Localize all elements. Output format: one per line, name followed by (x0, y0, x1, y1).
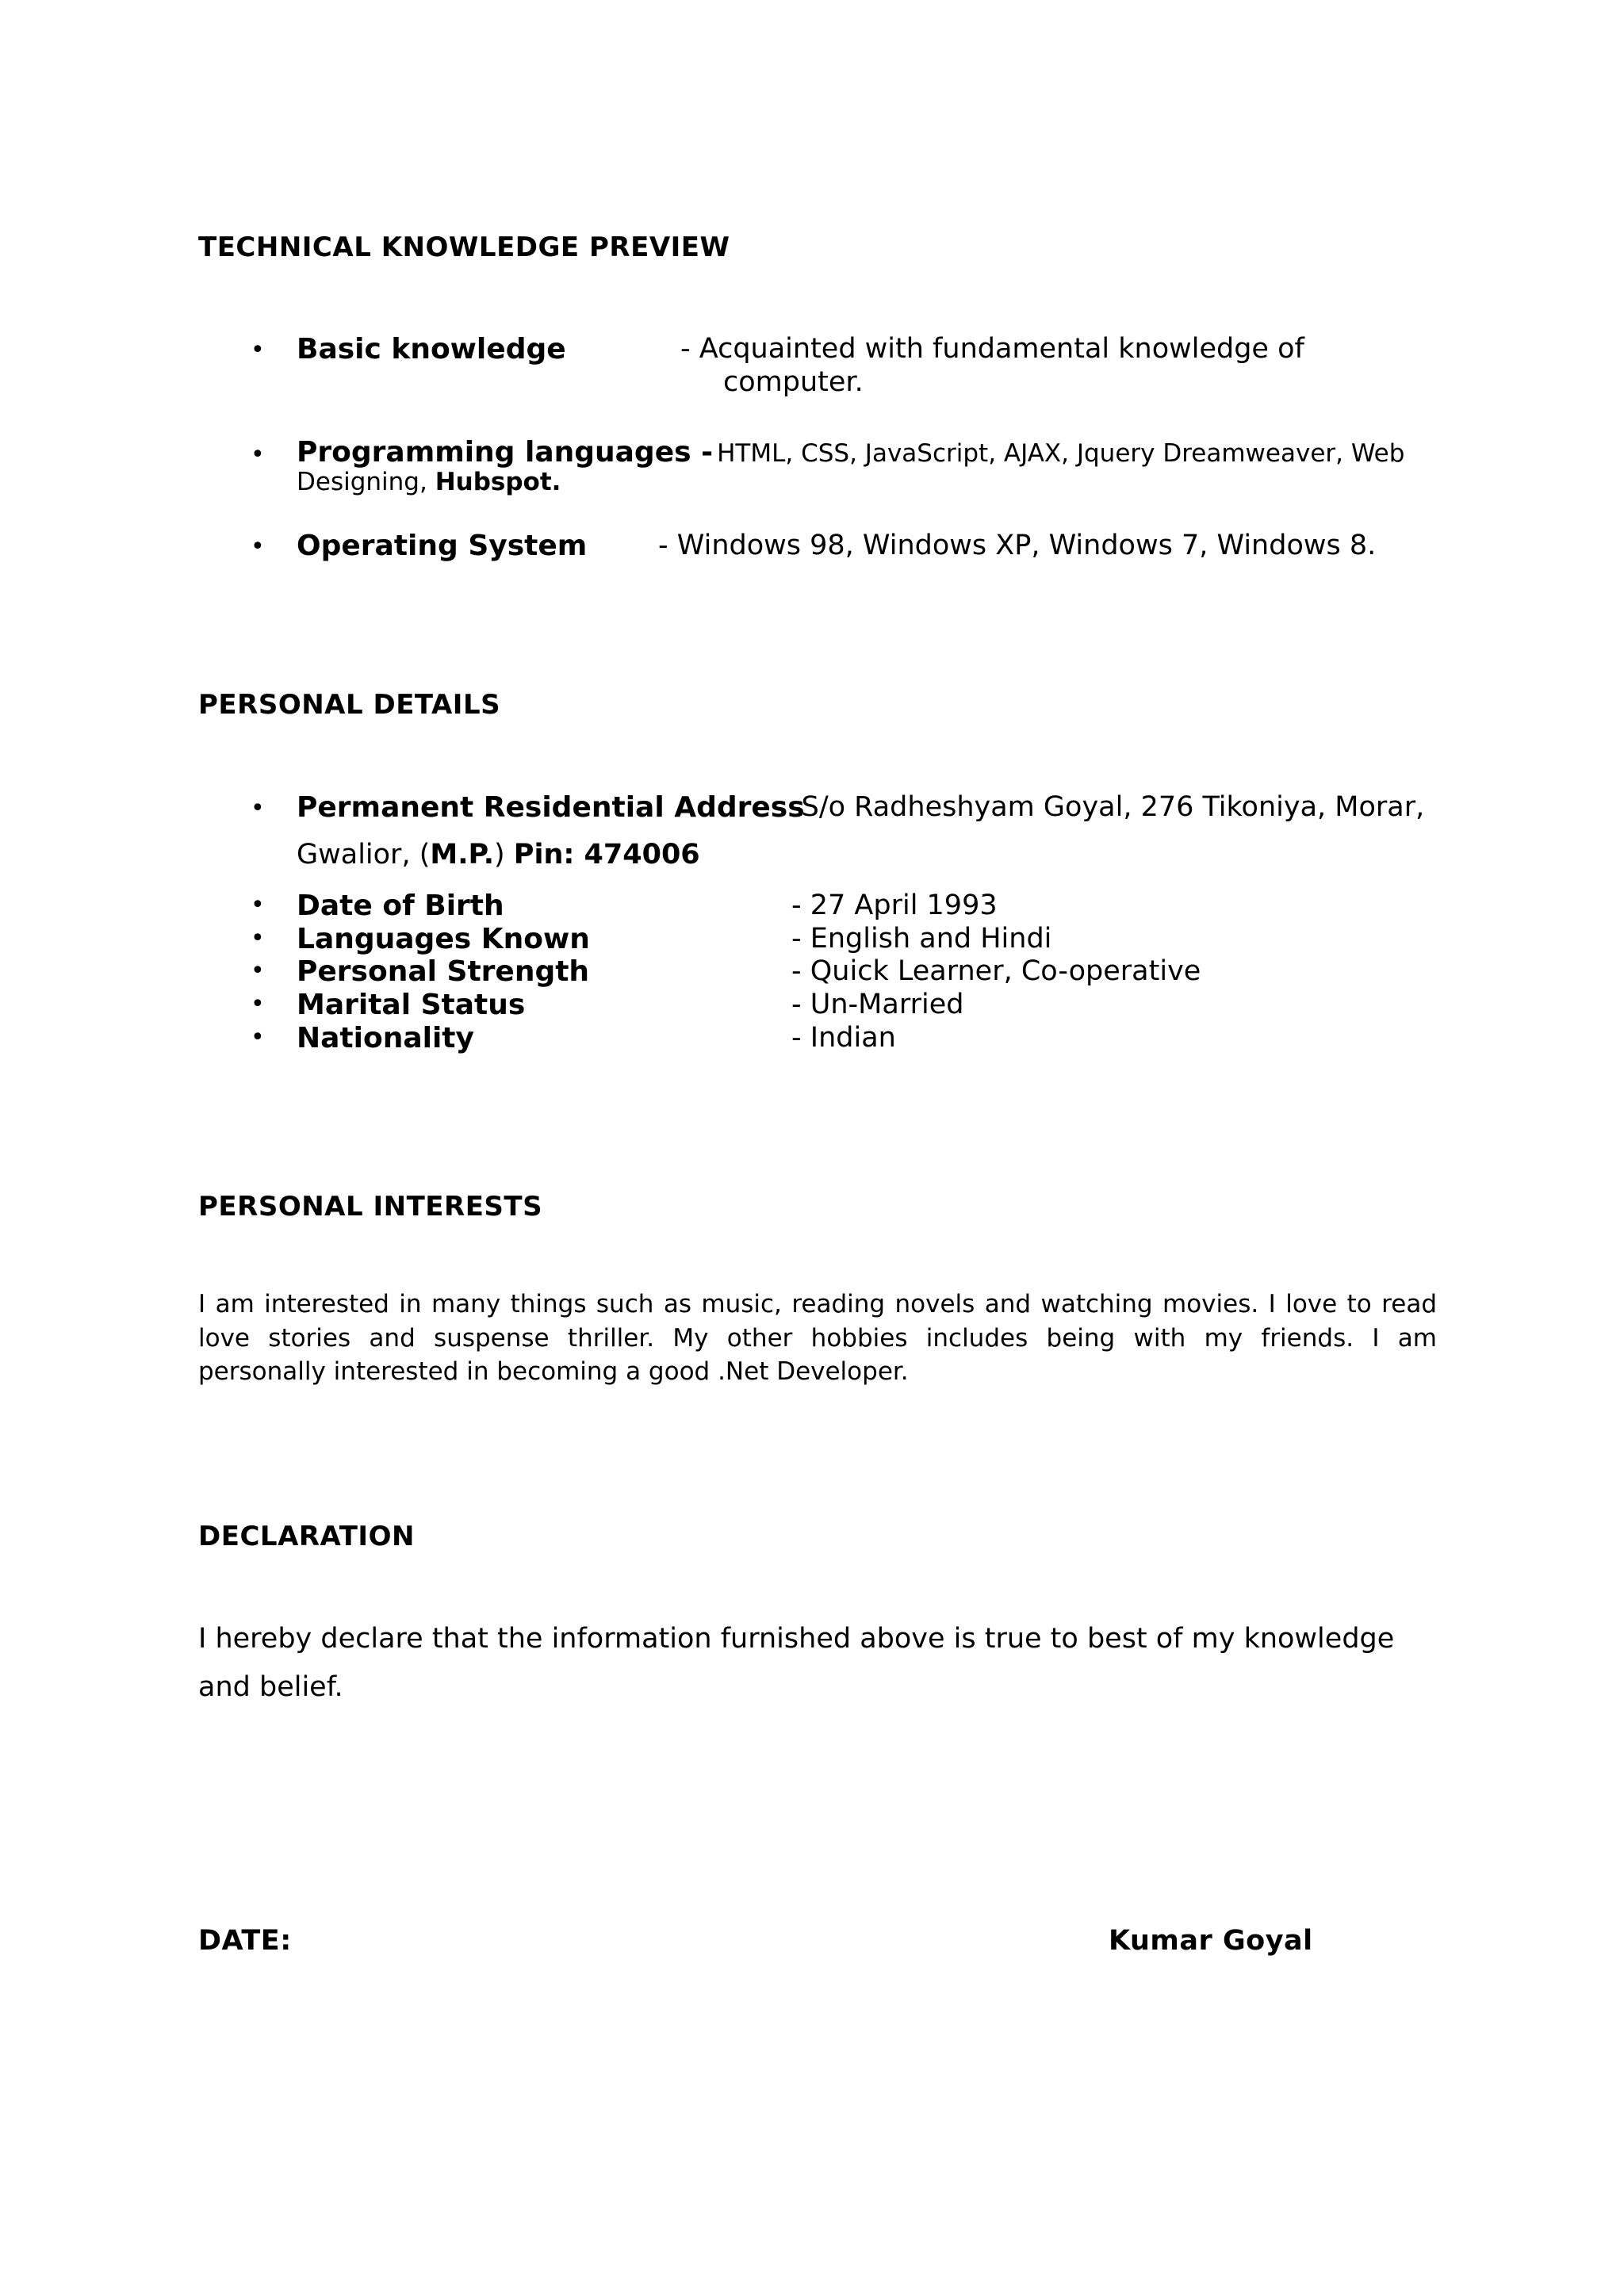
address-pin: Pin: 474006 (513, 839, 700, 871)
interests-heading: PERSONAL INTERESTS (198, 1191, 543, 1223)
date-label: DATE: (198, 1925, 292, 1957)
operating-system-label: Operating System (297, 530, 588, 562)
address-value: -S/o Radheshyam Goyal, 276 Tikoniya, Morar, (791, 791, 1425, 823)
programming-languages-label: Programming languages - (297, 436, 714, 469)
detail-row-strength (0, 955, 1624, 989)
interests-line1: I am interested in many things such as music, reading novels and watching movies. I love to read (198, 1290, 1437, 1318)
declaration-line1: I hereby declare that the information furnished above is true to best of my knowledge (198, 1623, 1395, 1655)
basic-knowledge-label: Basic knowledge (297, 333, 566, 365)
detail-row-dob (0, 890, 1624, 923)
marital-label: Marital Status (297, 989, 526, 1021)
bullet: • (251, 957, 265, 985)
programming-languages-line (297, 436, 1404, 469)
detail-row-marital (0, 989, 1624, 1022)
interests-line3: personally interested in becoming a good .Net Developer. (198, 1357, 909, 1386)
programming-languages-line2 (297, 468, 561, 496)
address-paren: ) (494, 839, 514, 871)
bullet: • (251, 924, 265, 952)
address-label: Permanent Residential Address (297, 791, 805, 824)
bullet: • (251, 1024, 265, 1051)
bullet: • (251, 441, 265, 469)
dob-label: Date of Birth (297, 890, 504, 922)
bullet: • (251, 990, 265, 1018)
personal-details-heading: PERSONAL DETAILS (198, 689, 501, 721)
bullet: • (251, 891, 265, 919)
bullet: • (251, 336, 265, 364)
languages-label: Languages Known (297, 923, 590, 955)
programming-languages-value: HTML, CSS, JavaScript, AJAX, Jquery Dreamweaver, Web (717, 439, 1405, 468)
interests-line2: love stories and suspense thriller. My other hobbies includes being with my friends. I am (198, 1324, 1437, 1353)
address-line2 (297, 839, 700, 871)
address-state: M.P. (430, 839, 495, 871)
dob-value: - 27 April 1993 (791, 890, 998, 921)
bullet: • (251, 533, 265, 561)
programming-languages-value-cont: Designing, (297, 468, 427, 496)
nationality-label: Nationality (297, 1022, 474, 1054)
programming-languages-hubspot: Hubspot. (435, 468, 561, 496)
detail-row-nationality (0, 1022, 1624, 1055)
strength-value: - Quick Learner, Co-operative (791, 955, 1201, 987)
languages-value: - English and Hindi (791, 923, 1052, 955)
declaration-line2: and belief. (198, 1671, 343, 1703)
operating-system-value: - Windows 98, Windows XP, Windows 7, Windows 8. (658, 530, 1377, 561)
bullet: • (251, 794, 265, 822)
signature-name: Kumar Goyal (1109, 1925, 1313, 1957)
nationality-value: - Indian (791, 1022, 896, 1054)
declaration-heading: DECLARATION (198, 1521, 415, 1552)
detail-row-languages (0, 923, 1624, 956)
address-city: Gwalior, ( (297, 839, 431, 871)
basic-knowledge-value: - Acquainted with fundamental knowledge of (680, 333, 1304, 365)
strength-label: Personal Strength (297, 955, 590, 988)
technical-heading: TECHNICAL KNOWLEDGE PREVIEW (198, 232, 730, 263)
basic-knowledge-value-cont: computer. (723, 366, 864, 398)
marital-value: - Un-Married (791, 989, 964, 1020)
